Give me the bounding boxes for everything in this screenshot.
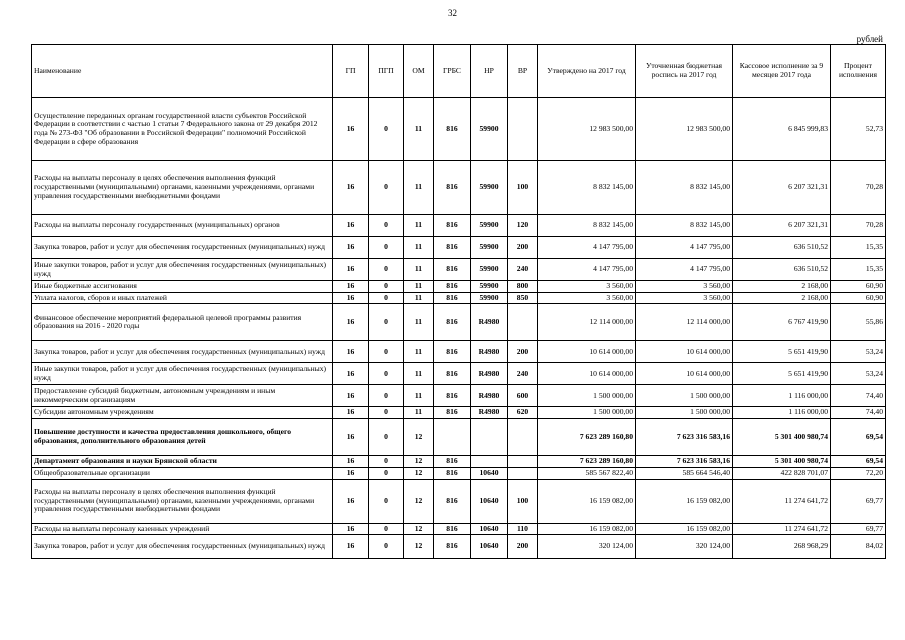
cell-grbs: 816: [434, 98, 471, 161]
cell-np: R4980: [471, 407, 508, 419]
cell-om: 12: [404, 456, 434, 468]
cell-pgp: 0: [369, 304, 404, 341]
cell-grbs: 816: [434, 407, 471, 419]
cell-om: 11: [404, 215, 434, 237]
table-row: [32, 161, 886, 215]
cell-cash: 6 207 321,31: [733, 161, 831, 215]
cell-np: R4980: [471, 304, 508, 341]
cell-refined: 12 983 500,00: [636, 98, 733, 161]
cell-pgp: 0: [369, 407, 404, 419]
cell-refined: 1 500 000,00: [636, 385, 733, 407]
cell-om: 12: [404, 523, 434, 535]
cell-percent: 72,20: [831, 467, 886, 479]
cell-name: Закупка товаров, работ и услуг для обеспечения государственных (муниципальных) нужд: [32, 535, 333, 559]
table-row: [32, 292, 886, 304]
cell-np: 59900: [471, 281, 508, 293]
cell-name: Иные закупки товаров, работ и услуг для обеспечения государственных (муниципальных) нужд: [32, 259, 333, 281]
cell-cash: 5 651 419,90: [733, 363, 831, 385]
cell-cash: 6 845 999,83: [733, 98, 831, 161]
cell-grbs: 816: [434, 535, 471, 559]
cell-pgp: 0: [369, 456, 404, 468]
cell-refined: 8 832 145,00: [636, 161, 733, 215]
cell-vr: 120: [508, 215, 538, 237]
cell-vr: 620: [508, 407, 538, 419]
cell-cash: 1 116 000,00: [733, 407, 831, 419]
cell-name: Департамент образования и науки Брянской области: [32, 456, 333, 468]
cell-cash: 5 301 400 980,74: [733, 456, 831, 468]
cell-percent: 69,77: [831, 523, 886, 535]
cell-om: 11: [404, 237, 434, 259]
cell-refined: 1 500 000,00: [636, 407, 733, 419]
cell-cash: 11 274 641,72: [733, 479, 831, 523]
cell-approved: 1 500 000,00: [538, 385, 636, 407]
cell-gp: 16: [333, 98, 369, 161]
cell-cash: 5 301 400 980,74: [733, 419, 831, 456]
budget-execution-table: [31, 44, 886, 559]
cell-percent: 53,24: [831, 341, 886, 363]
cell-gp: 16: [333, 341, 369, 363]
cell-np: 59900: [471, 161, 508, 215]
cell-gp: 16: [333, 456, 369, 468]
cell-percent: 70,28: [831, 161, 886, 215]
page-number: 32: [448, 8, 457, 18]
cell-np: 59900: [471, 237, 508, 259]
cell-approved: 7 623 289 160,80: [538, 456, 636, 468]
cell-pgp: 0: [369, 281, 404, 293]
cell-pgp: 0: [369, 363, 404, 385]
cell-percent: 55,86: [831, 304, 886, 341]
cell-refined: 3 560,00: [636, 292, 733, 304]
cell-refined: 10 614 000,00: [636, 341, 733, 363]
cell-gp: 16: [333, 292, 369, 304]
cell-refined: 16 159 082,00: [636, 523, 733, 535]
table-row: [32, 363, 886, 385]
units-label: рублей: [856, 34, 883, 44]
table-row: [32, 456, 886, 468]
cell-om: 11: [404, 292, 434, 304]
cell-refined: 8 832 145,00: [636, 215, 733, 237]
header-pgp: ПГП: [369, 45, 404, 98]
cell-cash: 636 510,52: [733, 237, 831, 259]
cell-om: 11: [404, 363, 434, 385]
cell-om: 11: [404, 281, 434, 293]
cell-name: Предоставление субсидий бюджетным, автономным учреждениям и иным некоммерческим организациям: [32, 385, 333, 407]
cell-grbs: 816: [434, 467, 471, 479]
cell-grbs: 816: [434, 456, 471, 468]
cell-om: 11: [404, 407, 434, 419]
cell-gp: 16: [333, 523, 369, 535]
cell-approved: 585 567 822,40: [538, 467, 636, 479]
cell-gp: 16: [333, 535, 369, 559]
cell-refined: 320 124,00: [636, 535, 733, 559]
cell-refined: 7 623 316 583,16: [636, 419, 733, 456]
cell-om: 11: [404, 385, 434, 407]
table-row: [32, 385, 886, 407]
cell-np: 10640: [471, 535, 508, 559]
cell-np: R4980: [471, 363, 508, 385]
cell-percent: 15,35: [831, 237, 886, 259]
cell-approved: 4 147 795,00: [538, 259, 636, 281]
cell-pgp: 0: [369, 479, 404, 523]
cell-vr: [508, 304, 538, 341]
cell-approved: 10 614 000,00: [538, 341, 636, 363]
cell-pgp: 0: [369, 161, 404, 215]
cell-name: Общеобразовательные организации: [32, 467, 333, 479]
cell-pgp: 0: [369, 535, 404, 559]
cell-refined: 7 623 316 583,16: [636, 456, 733, 468]
cell-gp: 16: [333, 281, 369, 293]
cell-cash: 1 116 000,00: [733, 385, 831, 407]
cell-cash: 268 968,29: [733, 535, 831, 559]
cell-percent: 74,40: [831, 407, 886, 419]
cell-refined: 16 159 082,00: [636, 479, 733, 523]
cell-gp: 16: [333, 237, 369, 259]
cell-gp: 16: [333, 215, 369, 237]
table-row: [32, 215, 886, 237]
cell-refined: 4 147 795,00: [636, 259, 733, 281]
cell-grbs: 816: [434, 385, 471, 407]
cell-name: Расходы на выплаты персоналу казенных учреждений: [32, 523, 333, 535]
cell-pgp: 0: [369, 259, 404, 281]
cell-percent: 84,02: [831, 535, 886, 559]
cell-name: Субсидии автономным учреждениям: [32, 407, 333, 419]
cell-pgp: 0: [369, 385, 404, 407]
cell-pgp: 0: [369, 341, 404, 363]
header-vr: ВР: [508, 45, 538, 98]
cell-percent: 69,77: [831, 479, 886, 523]
cell-pgp: 0: [369, 523, 404, 535]
header-name: Наименование: [32, 45, 333, 98]
cell-cash: 636 510,52: [733, 259, 831, 281]
cell-np: 10640: [471, 467, 508, 479]
cell-vr: 100: [508, 479, 538, 523]
cell-approved: 7 623 289 160,80: [538, 419, 636, 456]
cell-gp: 16: [333, 304, 369, 341]
cell-grbs: 816: [434, 215, 471, 237]
cell-grbs: 816: [434, 304, 471, 341]
cell-grbs: 816: [434, 363, 471, 385]
cell-grbs: 816: [434, 281, 471, 293]
cell-vr: 850: [508, 292, 538, 304]
cell-refined: 10 614 000,00: [636, 363, 733, 385]
cell-grbs: 816: [434, 523, 471, 535]
cell-vr: 240: [508, 259, 538, 281]
cell-cash: 2 168,00: [733, 281, 831, 293]
cell-grbs: 816: [434, 161, 471, 215]
cell-name: Закупка товаров, работ и услуг для обеспечения государственных (муниципальных) нужд: [32, 237, 333, 259]
header-cash: Кассовое исполнение за 9 месяцев 2017 года: [733, 45, 831, 98]
cell-vr: [508, 456, 538, 468]
cell-om: 11: [404, 98, 434, 161]
cell-cash: 11 274 641,72: [733, 523, 831, 535]
cell-pgp: 0: [369, 237, 404, 259]
cell-approved: 12 114 000,00: [538, 304, 636, 341]
cell-name: Финансовое обеспечение мероприятий федеральной целевой программы развития образования на 2016 - 2020 годы: [32, 304, 333, 341]
cell-name: Расходы на выплаты персоналу в целях обеспечения выполнения функций государственными (муниципальными) органами, казенными учреждениями, органами управления государственными внебюджетными фондами: [32, 479, 333, 523]
table-row: [32, 98, 886, 161]
cell-approved: 16 159 082,00: [538, 523, 636, 535]
cell-np: 59900: [471, 292, 508, 304]
cell-om: 12: [404, 535, 434, 559]
cell-percent: 15,35: [831, 259, 886, 281]
cell-percent: 69,54: [831, 419, 886, 456]
cell-vr: 600: [508, 385, 538, 407]
cell-vr: 100: [508, 161, 538, 215]
cell-pgp: 0: [369, 215, 404, 237]
cell-gp: 16: [333, 419, 369, 456]
cell-vr: 200: [508, 341, 538, 363]
cell-gp: 16: [333, 385, 369, 407]
cell-om: 11: [404, 304, 434, 341]
cell-approved: 3 560,00: [538, 292, 636, 304]
cell-name: Иные бюджетные ассигнования: [32, 281, 333, 293]
cell-approved: 4 147 795,00: [538, 237, 636, 259]
cell-approved: 16 159 082,00: [538, 479, 636, 523]
table-row: [32, 467, 886, 479]
cell-percent: 60,90: [831, 281, 886, 293]
cell-name: Иные закупки товаров, работ и услуг для обеспечения государственных (муниципальных) нужд: [32, 363, 333, 385]
cell-np: 59900: [471, 98, 508, 161]
cell-cash: 422 828 701,07: [733, 467, 831, 479]
cell-pgp: 0: [369, 419, 404, 456]
cell-percent: 69,54: [831, 456, 886, 468]
cell-grbs: 816: [434, 259, 471, 281]
cell-approved: 8 832 145,00: [538, 215, 636, 237]
cell-gp: 16: [333, 259, 369, 281]
cell-percent: 60,90: [831, 292, 886, 304]
cell-gp: 16: [333, 161, 369, 215]
cell-np: [471, 456, 508, 468]
cell-vr: 200: [508, 237, 538, 259]
cell-cash: 5 651 419,90: [733, 341, 831, 363]
cell-om: 12: [404, 479, 434, 523]
table-header-row: [32, 45, 886, 98]
cell-refined: 4 147 795,00: [636, 237, 733, 259]
cell-name: Осуществление переданных органам государственной власти субъектов Российской Федерации в соответствии с частью 1 статьи 7 Федерального закона от 29 декабря 2012 года № 273-ФЗ "Об образовании в Российской Федерации" полномочий Российской Федерации в сфере образования: [32, 98, 333, 161]
cell-np: 10640: [471, 479, 508, 523]
cell-approved: 8 832 145,00: [538, 161, 636, 215]
header-percent: Процент исполнения: [831, 45, 886, 98]
cell-vr: [508, 98, 538, 161]
table-row: [32, 304, 886, 341]
cell-gp: 16: [333, 467, 369, 479]
table-row: [32, 237, 886, 259]
table-row: [32, 535, 886, 559]
cell-percent: 70,28: [831, 215, 886, 237]
cell-np: R4980: [471, 385, 508, 407]
cell-percent: 74,40: [831, 385, 886, 407]
table-row: [32, 419, 886, 456]
cell-approved: 1 500 000,00: [538, 407, 636, 419]
cell-name: Закупка товаров, работ и услуг для обеспечения государственных (муниципальных) нужд: [32, 341, 333, 363]
cell-grbs: [434, 419, 471, 456]
cell-np: [471, 419, 508, 456]
cell-name: Повышение доступности и качества предоставления дошкольного, общего образования, дополнительного образования детей: [32, 419, 333, 456]
cell-gp: 16: [333, 479, 369, 523]
cell-name: Расходы на выплаты персоналу государственных (муниципальных) органов: [32, 215, 333, 237]
cell-om: 11: [404, 161, 434, 215]
cell-om: 11: [404, 259, 434, 281]
cell-np: 59900: [471, 215, 508, 237]
cell-refined: 12 114 000,00: [636, 304, 733, 341]
table-row: [32, 341, 886, 363]
cell-vr: 800: [508, 281, 538, 293]
cell-om: 12: [404, 419, 434, 456]
header-gp: ГП: [333, 45, 369, 98]
cell-grbs: 816: [434, 237, 471, 259]
cell-name: Уплата налогов, сборов и иных платежей: [32, 292, 333, 304]
cell-approved: 320 124,00: [538, 535, 636, 559]
table-row: [32, 259, 886, 281]
header-grbs: ГРБС: [434, 45, 471, 98]
cell-approved: 12 983 500,00: [538, 98, 636, 161]
cell-np: 59900: [471, 259, 508, 281]
cell-gp: 16: [333, 407, 369, 419]
cell-cash: 6 207 321,31: [733, 215, 831, 237]
header-approved: Утверждено на 2017 год: [538, 45, 636, 98]
cell-np: 10640: [471, 523, 508, 535]
cell-refined: 3 560,00: [636, 281, 733, 293]
cell-cash: 6 767 419,90: [733, 304, 831, 341]
cell-pgp: 0: [369, 467, 404, 479]
cell-name: Расходы на выплаты персоналу в целях обеспечения выполнения функций государственными (муниципальными) органами, казенными учреждениями, органами управления государственными внебюджетными фондами: [32, 161, 333, 215]
cell-np: R4980: [471, 341, 508, 363]
cell-vr: 240: [508, 363, 538, 385]
cell-percent: 53,24: [831, 363, 886, 385]
cell-gp: 16: [333, 363, 369, 385]
cell-approved: 3 560,00: [538, 281, 636, 293]
table-row: [32, 479, 886, 523]
cell-percent: 52,73: [831, 98, 886, 161]
cell-cash: 2 168,00: [733, 292, 831, 304]
cell-pgp: 0: [369, 292, 404, 304]
cell-vr: 110: [508, 523, 538, 535]
cell-om: 12: [404, 467, 434, 479]
table-row: [32, 407, 886, 419]
cell-om: 11: [404, 341, 434, 363]
header-np: НР: [471, 45, 508, 98]
table-row: [32, 281, 886, 293]
cell-grbs: 816: [434, 479, 471, 523]
cell-grbs: 816: [434, 292, 471, 304]
cell-vr: [508, 467, 538, 479]
cell-vr: 200: [508, 535, 538, 559]
cell-grbs: 816: [434, 341, 471, 363]
cell-pgp: 0: [369, 98, 404, 161]
cell-vr: [508, 419, 538, 456]
header-om: ОМ: [404, 45, 434, 98]
table-row: [32, 523, 886, 535]
cell-approved: 10 614 000,00: [538, 363, 636, 385]
header-refined: Уточненная бюджетная роспись на 2017 год: [636, 45, 733, 98]
cell-refined: 585 664 546,40: [636, 467, 733, 479]
